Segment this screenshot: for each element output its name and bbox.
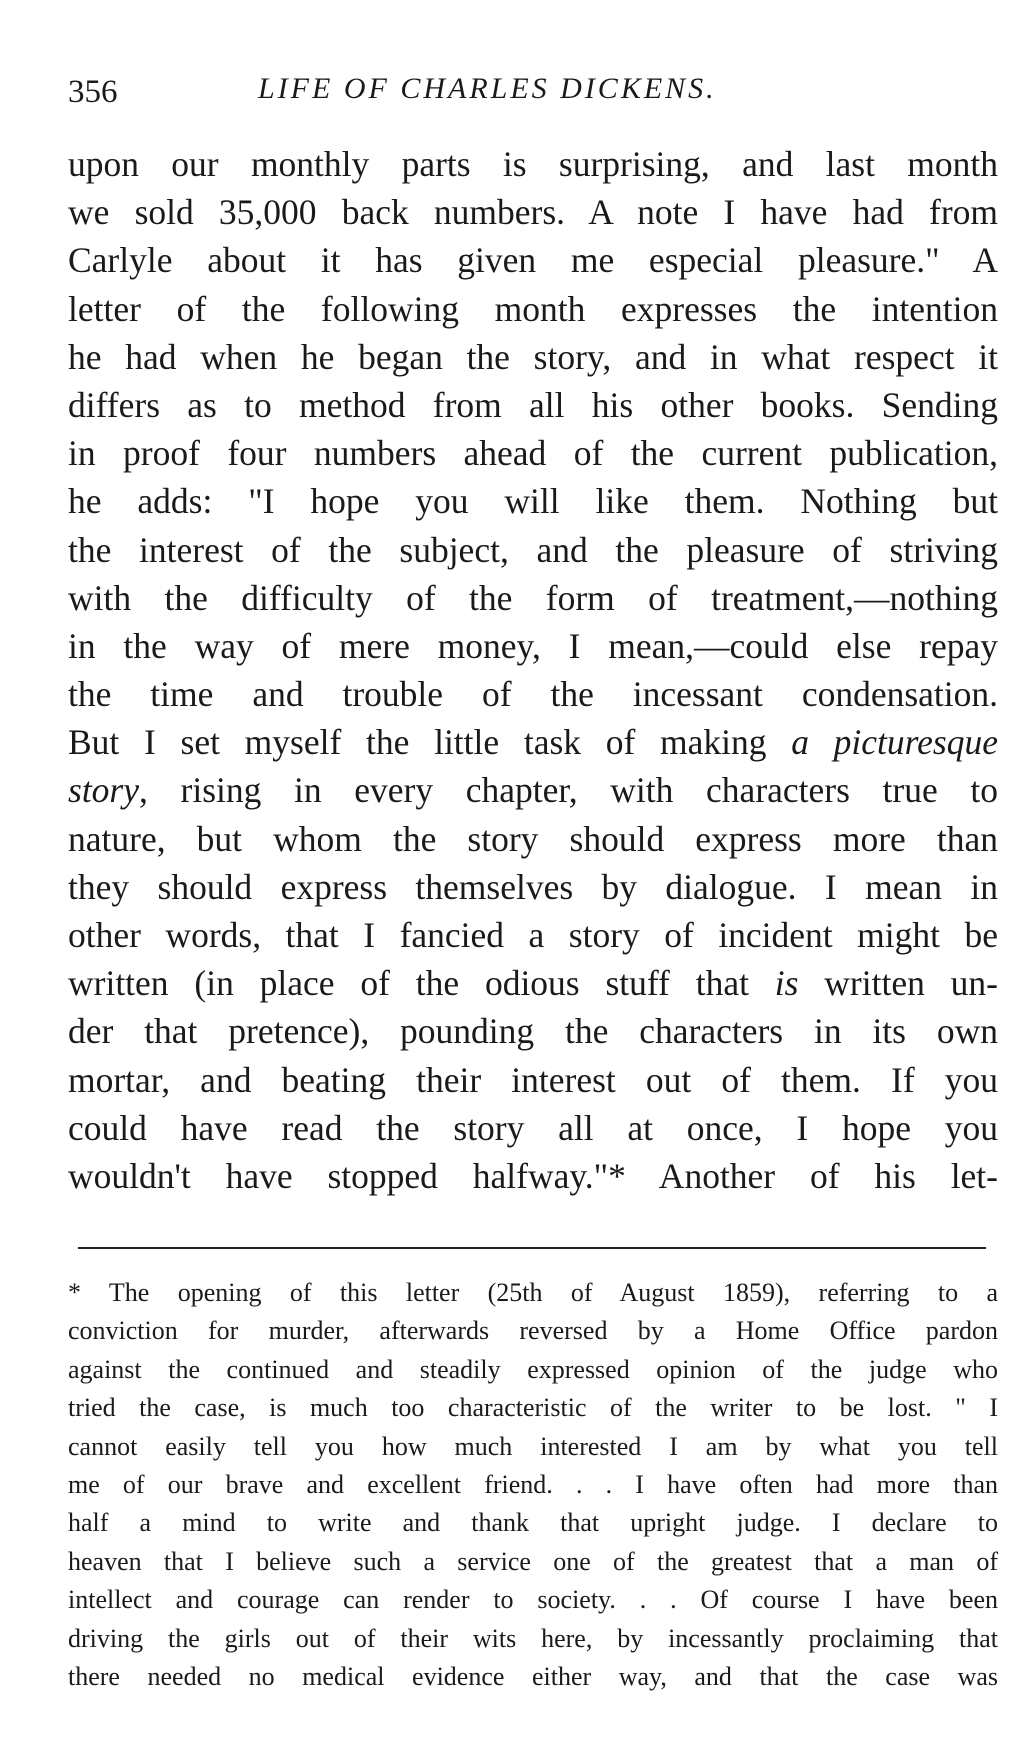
footnote-line: tried the case, is much too characteristic of the writer to be lost. " I (68, 1393, 998, 1423)
body-line-text: written (in place of the odious stuff that (68, 963, 775, 1004)
italic-emphasis: story (68, 770, 139, 811)
footnote-line: cannot easily tell you how much interested I am by what you tell (68, 1431, 998, 1461)
footnote-divider (78, 1247, 986, 1249)
footnote-line: conviction for murder, afterwards reversed by a Home Office pardon (68, 1316, 998, 1346)
running-head (68, 64, 1008, 114)
body-line-text: , rising in every chapter, with characters true to (139, 770, 998, 811)
page-number: 356 (68, 74, 118, 110)
footnote-line: against the continued and steadily expressed opinion of the judge who (68, 1354, 998, 1384)
body-line: he adds: "I hope you will like them. Nothing but (68, 481, 998, 522)
body-line: other words, that I fancied a story of incident might be (68, 915, 998, 955)
footnote-line: there needed no medical evidence either way, and that the case was (68, 1661, 998, 1691)
body-line: differs as to method from all his other books. Sending (68, 384, 998, 425)
body-line: in proof four numbers ahead of the current publication, (68, 433, 998, 474)
body-line-text: written un- (798, 963, 998, 1004)
book-title: LIFE OF CHARLES DICKENS. (258, 72, 717, 105)
body-line: the interest of the subject, and the pleasure of striving (68, 529, 998, 570)
body-line (68, 718, 998, 766)
body-line: letter of the following month expresses the intention (68, 288, 998, 329)
body-line: he had when he began the story, and in what respect it (68, 336, 998, 377)
footnote-line: heaven that I believe such a service one of the greatest that a man of (68, 1546, 998, 1576)
body-text (68, 140, 998, 1200)
footnote (68, 1274, 998, 1696)
body-line: they should express themselves by dialogue. I mean in (68, 866, 998, 907)
body-line (68, 959, 998, 1007)
body-line: we sold 35,000 back numbers. A note I have had from (68, 192, 998, 233)
body-line: could have read the story all at once, I hope you (68, 1107, 998, 1148)
footnote-line: intellect and courage can render to society. . . Of course I have been (68, 1585, 998, 1615)
body-line: Carlyle about it has given me especial pleasure." A (68, 240, 998, 281)
footnote-line: half a mind to write and thank that upright judge. I declare to (68, 1508, 998, 1538)
italic-emphasis: is (774, 963, 799, 1004)
italic-emphasis: a picturesque (791, 722, 998, 763)
body-line: der that pretence), pounding the characters in its own (68, 1011, 998, 1052)
body-line: nature, but whom the story should express more than (68, 818, 998, 859)
body-line: mortar, and beating their interest out of them. If you (68, 1059, 998, 1100)
body-line: wouldn't have stopped halfway."* Another of his let- (68, 1155, 998, 1196)
body-line-text: But I set myself the little task of making (68, 722, 792, 763)
body-line: the time and trouble of the incessant condensation. (68, 674, 998, 715)
body-line: in the way of mere money, I mean,—could else repay (68, 625, 998, 666)
body-line: with the difficulty of the form of treatment,—nothing (68, 577, 998, 618)
body-line: upon our monthly parts is surprising, and last month (68, 144, 998, 184)
footnote-line: me of our brave and excellent friend. . . I have often had more than (68, 1469, 998, 1499)
footnote-line: * The opening of this letter (25th of August 1859), referring to a (68, 1278, 998, 1307)
body-line (68, 766, 998, 814)
footnote-line: driving the girls out of their wits here, by incessantly proclaiming that (68, 1623, 998, 1653)
